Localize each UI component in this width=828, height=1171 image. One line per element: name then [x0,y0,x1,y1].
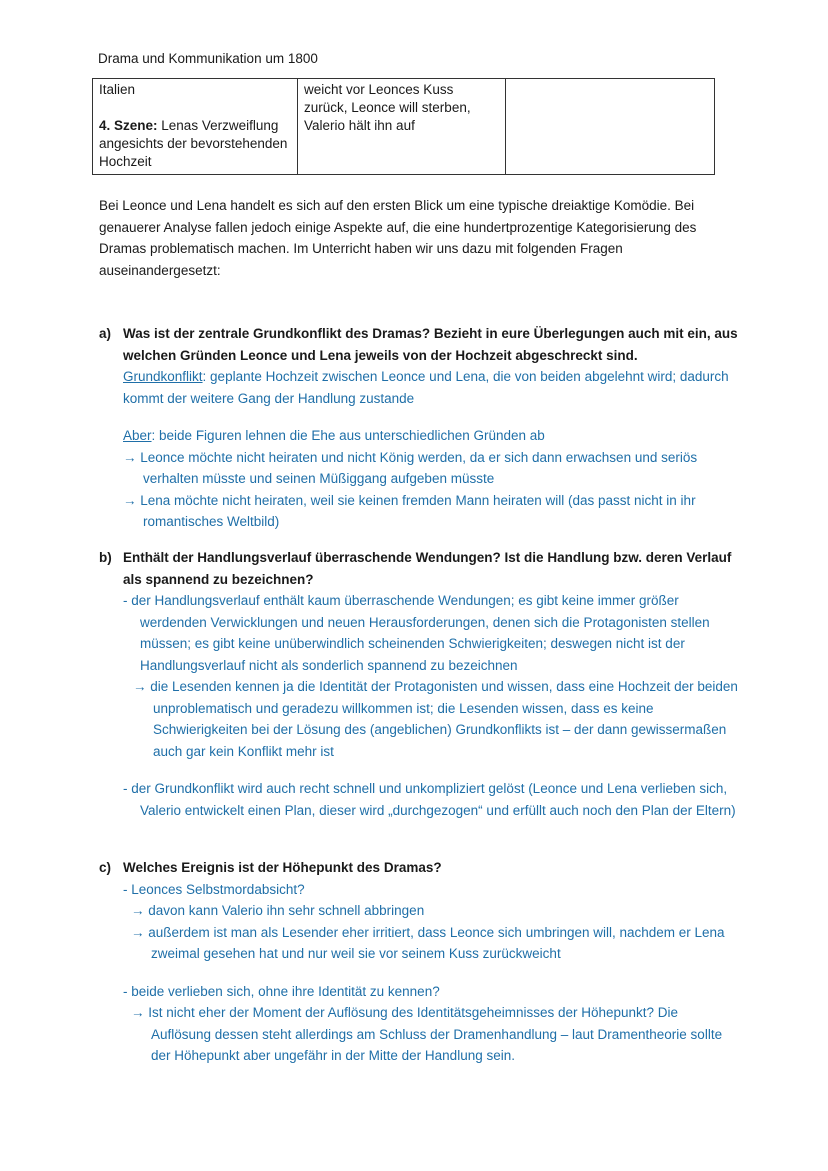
table-cell-text: Italien [99,82,136,97]
question-a-block [99,323,739,533]
arrow-icon: → [123,449,137,465]
answer-text: : geplante Hochzeit zwischen Leonce und Lena, die von beiden abgelehnt wird; dadurch kommt der weitere Gang der Handlung zustande [123,369,729,406]
dash-item: - beide verlieben sich, ohne ihre Identität zu kennen? [123,983,440,999]
question-c-block [99,857,739,1067]
answer-paragraph [123,366,739,409]
question-a-heading [99,323,739,366]
arrow-item: → Leonce möchte nicht heiraten und nicht König werden, da er sich dann erwachsen und seriös verhalten müsste und seinen Müßiggang aufgeben müsste [123,449,698,486]
arrow-item: → Ist nicht eher der Moment der Auflösung des Identitätsgeheimnisses der Höhepunkt? Die Auflösung dessen steht allerdings am Schluss der Dramenhandlung – laut Dramentheorie sollte der Höhepunkt aber ungefähr in der Mitte der Handlung sein. [131,1005,723,1063]
answer-label: Grundkonflikt [123,369,203,384]
arrow-icon: → [131,903,145,918]
question-text: Was ist der zentrale Grundkonflikt des Dramas? Bezieht in eure Überlegungen auch mit ein, aus welchen Gründen Leonce und Lena jeweils von der Hochzeit abgeschreckt sind. [123,326,738,363]
dash-item: - der Grundkonflikt wird auch recht schnell und unkompliziert gelöst (Leonce und Lena verlieben sich, Valerio entwickelt einen Plan, dieser wird „durchgezogen“ und erfüllt auch noch den Plan der Eltern) [123,781,736,818]
question-text: Welches Ereignis ist der Höhepunkt des Dramas? [123,860,442,875]
intro-paragraph: Bei Leonce und Lena handelt es sich auf den ersten Blick um eine typische dreiaktige Komödie. Bei genauerer Analyse fallen jedoch einige Aspekte auf, die eine hundertprozentige Kategorisierung des Dramas problematisch machen. Im Unterricht haben wir uns dazu mit folgenden Fragen auseinandergesetzt: [99,198,697,278]
table-row [93,79,715,175]
table-cell-content: weicht vor Leonces Kuss zurück, Leonce will sterben, Valerio hält ihn auf [298,79,506,175]
answer-label: Aber [123,428,152,443]
answer-text: : beide Figuren lehnen die Ehe aus unterschiedlichen Gründen ab [151,428,545,443]
question-letter: c) [99,860,112,875]
page-header: Drama und Kommunikation um 1800 [98,51,318,66]
dash-item: - der Handlungsverlauf enthält kaum überraschende Wendungen; es gibt keine immer größer werdenden Verwicklungen und neuen Herausforderungen, denen sich die Protagonisten stellen müssen; es gibt keine unüberwindlich scheinenden Schwierigkeiten; deswegen nicht ist der Handlungsverlauf nicht als sonderlich spannend zu bezeichnen [123,593,710,673]
scene-text: Lenas Verzweiflung angesichts der bevorstehenden Hochzeit [99,118,288,169]
arrow-item: → Lena möchte nicht heiraten, weil sie keinen fremden Mann heiraten will (das passt nicht in ihr romantisches Weltbild) [123,492,696,529]
arrow-item: → davon kann Valerio ihn sehr schnell abbringen [131,903,425,918]
arrow-item: → außerdem ist man als Lesender eher irritiert, dass Leonce sich umbringen will, nachdem er Lena zweimal gesehen hat und nur weil sie vor seinem Kuss zurückweicht [131,924,725,961]
arrow-item: → die Lesenden kennen ja die Identität der Protagonisten und wissen, dass eine Hochzeit der beiden unproblematisch und geradezu willkommen ist; die Lesenden wissen, dass es keine Schwierigkeiten bei der Lösung des (angeblichen) Grundkonflikts ist – der dann gewissermaßen auch gar kein Konflikt mehr ist [133,679,738,759]
arrow-icon: → [131,924,145,940]
table-cell-scene [93,79,298,175]
answer-paragraph [123,425,739,447]
scene-label: 4. Szene: [99,118,158,133]
scene-description [99,117,291,171]
dash-item: - Leonces Selbstmordabsicht? [123,881,305,897]
question-letter: b) [99,550,112,565]
arrow-icon: → [133,679,147,694]
scene-table [92,78,715,175]
arrow-icon: → [131,1005,145,1020]
table-cell-empty [506,79,715,175]
question-c-heading [99,857,739,879]
question-letter: a) [99,326,112,341]
arrow-icon: → [123,492,137,508]
question-b-heading [99,547,739,590]
question-b-block [99,547,739,821]
question-text: Enthält der Handlungsverlauf überraschende Wendungen? Ist die Handlung bzw. deren Verlauf als spannend zu bezeichnen? [123,550,732,587]
